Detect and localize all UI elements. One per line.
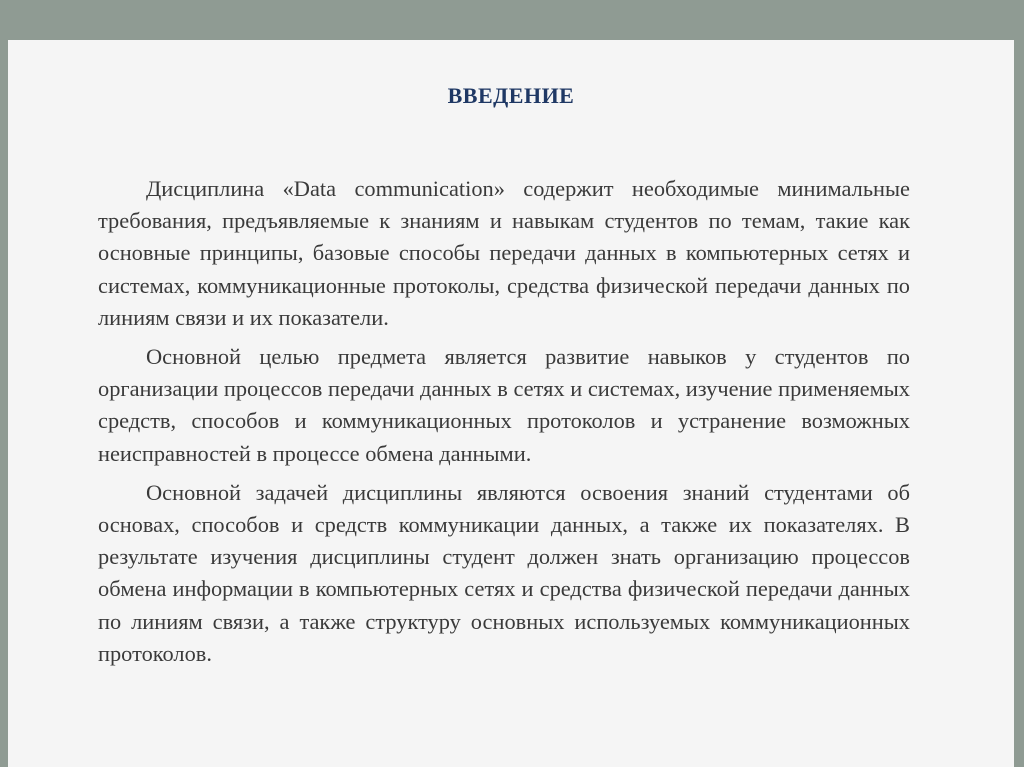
slide-body: [98, 173, 910, 677]
slide: [8, 40, 1014, 767]
paragraph-1: Дисциплина «Data communication» содержит необходимые минимальные требования, предъявляемые к знаниям и навыкам студентов по темам, такие как основные принципы, базовые способы передачи данных в компьютерных сетях и системах, коммуникационные протоколы, средства физической передачи данных по линиям связи и их показатели.: [98, 176, 910, 330]
paragraph-2: Основной целью предмета является развитие навыков у студентов по организации процессов передачи данных в сетях и системах, изучение применяемых средств, способов и коммуникационных протоколов и устранение возможных неисправностей в процессе обмена данными.: [98, 344, 910, 466]
paragraph-3: Основной задачей дисциплины являются освоения знаний студентами об основах, способов и средств коммуникации данных, а также их показателях. В результате изучения дисциплины студент должен знать организацию процессов обмена информации в компьютерных сетях и средства физической передачи данных по линиям связи, а также структуру основных используемых коммуникационных протоколов.: [98, 479, 910, 666]
top-frame-bar: [0, 0, 1024, 40]
slide-title: ВВЕДЕНИЕ: [447, 83, 575, 108]
